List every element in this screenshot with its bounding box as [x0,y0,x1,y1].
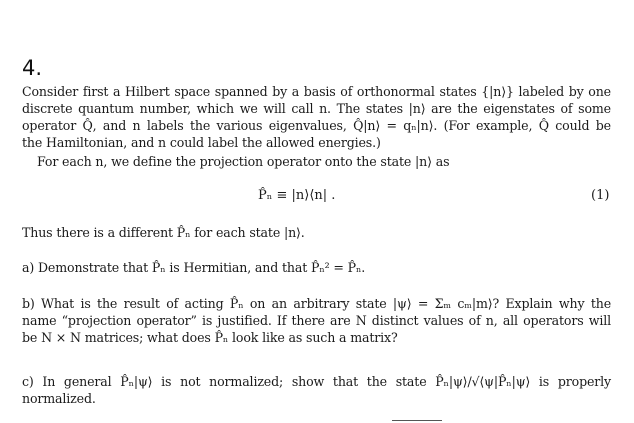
part-b-line-1: b) What is the result of acting P̂ₙ on an arbitrary state |ψ⟩ = Σₘ cₘ|m⟩? Explain why the [22,296,611,311]
footer-rule [392,420,442,421]
part-c-line-2: normalized. [22,391,96,406]
intro-line-4: the Hamiltonian, and n could label the allowed energies.) [22,135,381,150]
part-b-line-2: name “projection operator” is justified. If there are N distinct values of n, all operators will [22,313,611,328]
intro-line-3: operator Q̂, and n labels the various eigenvalues, Q̂|n⟩ = qₙ|n⟩. (For example, Q̂ could be [22,118,611,133]
definition-line: For each n, we define the projection operator onto the state |n⟩ as [37,154,450,169]
problem-number: 4. [22,56,43,80]
part-b-line-3: be N × N matrices; what does P̂ₙ look like as such a matrix? [22,330,398,345]
intro-line-2: discrete quantum number, which we will call n. The states |n⟩ are the eigenstates of some [22,101,611,116]
after-equation-line: Thus there is a different P̂ₙ for each state |n⟩. [22,225,305,240]
part-c-line-1: c) In general P̂ₙ|ψ⟩ is not normalized; show that the state P̂ₙ|ψ⟩/√⟨ψ|P̂ₙ|ψ⟩ is properly [22,374,611,389]
intro-line-1: Consider first a Hilbert space spanned by a basis of orthonormal states {|n⟩} labeled by one [22,84,611,99]
equation-number: (1) [591,188,610,203]
projection-equation: P̂ₙ ≡ |n⟩⟨n| . [258,188,336,203]
part-a: a) Demonstrate that P̂ₙ is Hermitian, and that P̂ₙ² = P̂ₙ. [22,260,366,275]
